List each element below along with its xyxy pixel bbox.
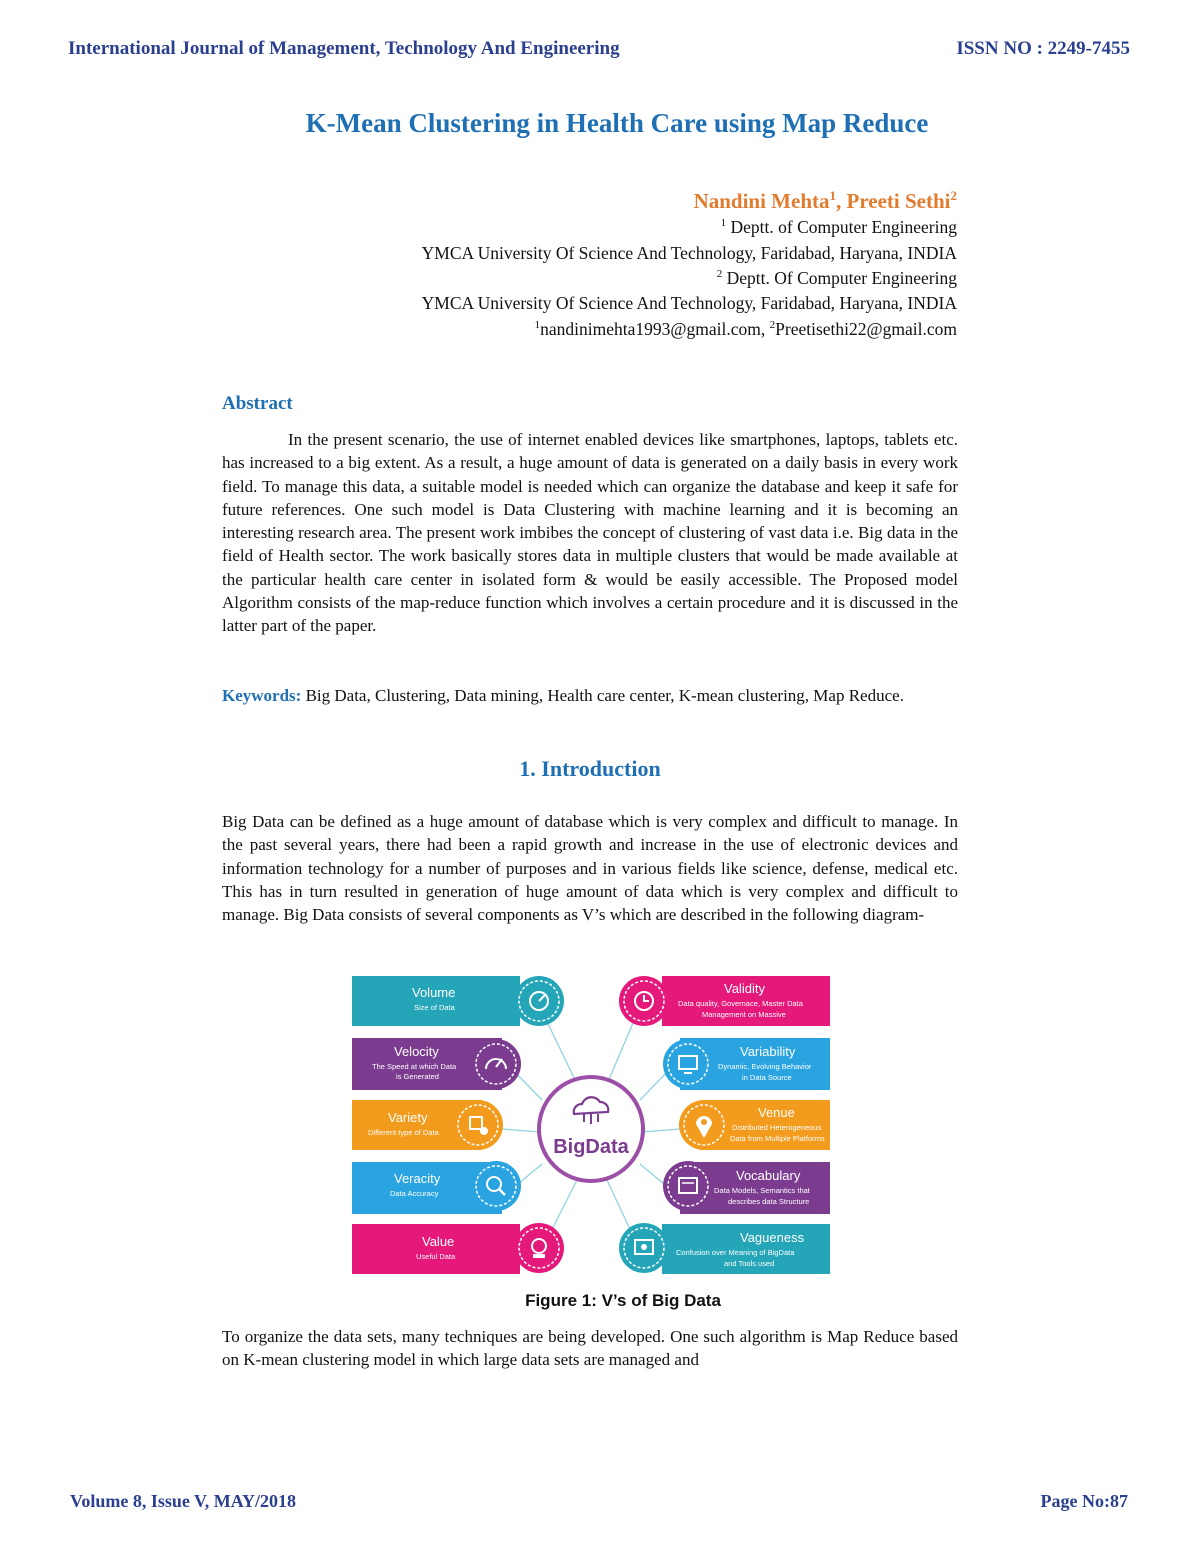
- email-2: Preetisethi22@gmail.com: [775, 319, 957, 339]
- v-item-vagueness: [619, 1223, 830, 1274]
- affiliation-2-text: Deptt. Of Computer Engineering: [722, 268, 957, 288]
- email-1: nandinimehta1993@gmail.com,: [540, 319, 770, 339]
- vagueness-label: Vagueness: [740, 1230, 805, 1245]
- vagueness-desc-2: and Tools used: [724, 1259, 775, 1268]
- author-2: Preeti Sethi: [846, 189, 951, 213]
- affiliation-1-dept: [721, 217, 957, 238]
- venue-desc-2: Data from Multiple Platforms: [730, 1134, 825, 1143]
- keywords: [222, 684, 958, 707]
- veracity-desc: Data Accuracy: [390, 1189, 439, 1198]
- paper-title: K-Mean Clustering in Health Care using Map Reduce: [305, 108, 929, 138]
- affiliation-1-text: Deptt. of Computer Engineering: [726, 217, 957, 237]
- validity-label: Validity: [724, 981, 765, 996]
- footer-volume: Volume 8, Issue V, MAY/2018: [70, 1491, 297, 1511]
- vocabulary-desc-2: describes data Structure: [728, 1197, 810, 1206]
- issn-number: ISSN NO : 2249-7455: [956, 38, 1130, 59]
- volume-desc: Size of Data: [414, 1003, 455, 1012]
- v-item-variability: [663, 1038, 830, 1090]
- v-item-volume: [352, 976, 564, 1026]
- vocabulary-label: Vocabulary: [736, 1168, 801, 1183]
- introduction-heading: 1. Introduction: [519, 756, 661, 781]
- keywords-label: Keywords:: [222, 686, 302, 705]
- volume-label: Volume: [412, 985, 456, 1000]
- introduction-paragraph-1: Big Data can be defined as a huge amount of database which is very complex and difficult to manage. In the past several years, there had been a rapid growth and increase in the use of electronic devices and information technology for a number of purposes and in various fields like science, defense, medical etc. This has in turn resulted in generation of huge amount of data which is very complex and difficult to manage. Big Data consists of several components as V’s which are described in the following diagram-: [222, 812, 958, 925]
- author-emails: [535, 319, 957, 340]
- variability-desc-2: in Data Source: [742, 1073, 792, 1082]
- journal-name: International Journal of Management, Technology And Engineering: [68, 38, 620, 59]
- abstract-heading: Abstract: [222, 393, 293, 414]
- venue-desc-1: Distributed Heterogeneous: [732, 1123, 822, 1132]
- v-item-veracity: [352, 1161, 521, 1214]
- author-1-sup: 1: [829, 188, 836, 203]
- v-item-validity: [619, 976, 830, 1026]
- v-item-velocity: [352, 1038, 521, 1090]
- validity-desc-2: Management on Massive: [702, 1010, 786, 1019]
- affiliation-2-university: YMCA University Of Science And Technology, Faridabad, Haryana, INDIA: [421, 293, 957, 313]
- big-data-center: [539, 1077, 643, 1181]
- venue-label: Venue: [758, 1105, 795, 1120]
- v-item-value: [352, 1223, 564, 1274]
- affiliation-1-university: YMCA University Of Science And Technology, Faridabad, Haryana, INDIA: [421, 243, 957, 263]
- variability-desc-1: Dynamic, Evolving Behavior: [718, 1062, 812, 1071]
- footer-page-number: Page No:87: [1040, 1491, 1128, 1511]
- email-2-sup: 2: [769, 319, 776, 332]
- value-label: Value: [422, 1234, 455, 1249]
- variability-label: Variability: [740, 1044, 796, 1059]
- author-separator: ,: [836, 189, 847, 213]
- author-line: [694, 188, 957, 214]
- v-item-venue: [679, 1100, 830, 1150]
- abstract-text: In the present scenario, the use of internet enabled devices like smartphones, laptops, tablets etc. has increased to a big extent. As a result, a huge amount of data is generated on a daily basis in every work field. To manage this data, a suitable model is needed which can organize the database and keep it safe for future references. One such model is Data Clustering with machine learning and it is becoming an interesting research area. The present work imbibes the concept of clustering of vast data i.e. Big data in the field of Health sector. The work basically stores data in multiple clusters that would be made available at the particular health care center in isolated form & would be easily accessible. The Proposed model Algorithm consists of the map-reduce function which involves a certain procedure and it is discussed in the latter part of the paper.: [222, 430, 958, 636]
- velocity-desc-2: is Generated: [396, 1072, 439, 1081]
- variety-desc: Different type of Data: [368, 1128, 439, 1137]
- author-2-sup: 2: [950, 188, 957, 203]
- variety-label: Variety: [388, 1110, 428, 1125]
- big-data-label: BigData: [553, 1136, 629, 1158]
- value-desc: Useful Data: [416, 1252, 456, 1261]
- affiliation-2-sup: 2: [716, 268, 723, 281]
- velocity-desc-1: The Speed at which Data: [372, 1062, 457, 1071]
- v-item-vocabulary: [663, 1161, 830, 1214]
- big-data-vs-figure: [352, 972, 830, 1277]
- affiliation-2-dept: [717, 268, 957, 289]
- keywords-text: Big Data, Clustering, Data mining, Health care center, K-mean clustering, Map Reduce.: [301, 686, 904, 705]
- velocity-label: Velocity: [394, 1044, 439, 1059]
- vagueness-desc-1: Confusion over Meaning of BigData: [676, 1248, 795, 1257]
- affiliation-1-sup: 1: [720, 217, 727, 230]
- email-1-sup: 1: [534, 319, 541, 332]
- v-item-variety: [352, 1100, 503, 1150]
- introduction-paragraph-2: To organize the data sets, many techniques are being developed. One such algorithm is Map Reduce based on K-mean clustering model in which large data sets are managed and: [222, 1327, 958, 1370]
- figure-caption: Figure 1: V’s of Big Data: [525, 1291, 721, 1310]
- validity-desc-1: Data quality, Governace, Master Data: [678, 999, 803, 1008]
- vocabulary-desc-1: Data Models, Semantics that: [714, 1186, 810, 1195]
- author-1: Nandini Mehta: [693, 189, 830, 213]
- veracity-label: Veracity: [394, 1171, 441, 1186]
